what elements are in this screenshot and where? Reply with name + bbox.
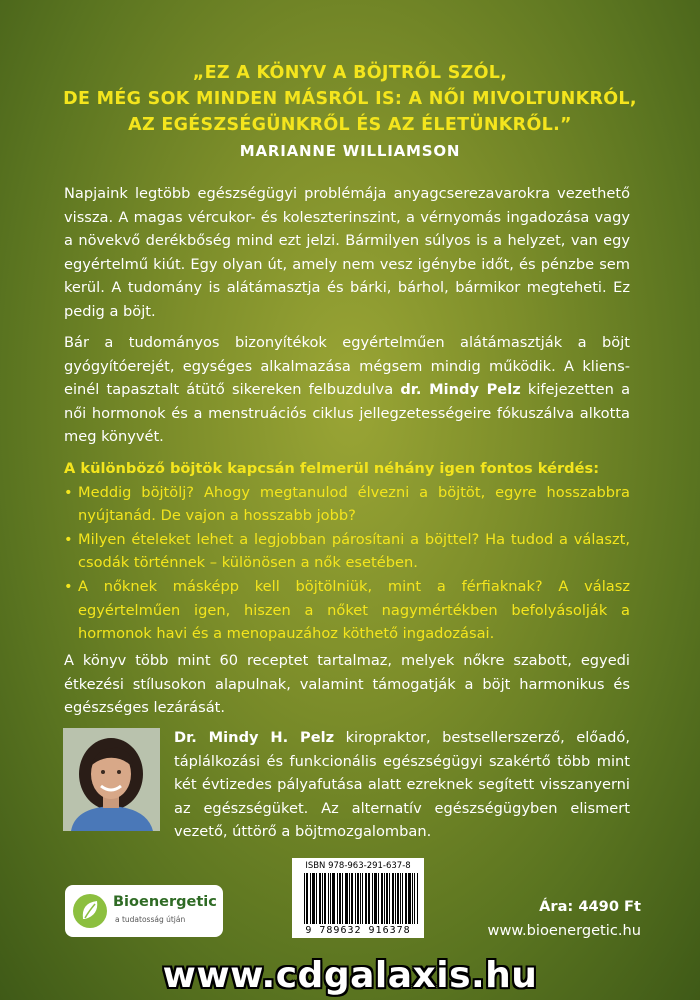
barcode-bar <box>332 873 333 924</box>
barcode-bar <box>368 873 369 924</box>
barcode-bar <box>334 873 335 924</box>
barcode-bar <box>374 873 375 924</box>
barcode-bar <box>386 873 387 924</box>
barcode-bar <box>397 873 398 924</box>
barcode-bar <box>328 873 329 924</box>
barcode-bar <box>345 873 346 924</box>
barcode-bar <box>410 873 411 924</box>
publisher-tagline: a tudatosság útján <box>115 915 186 924</box>
barcode-bar <box>304 873 305 924</box>
publisher-name: Bioenergetic <box>113 894 217 910</box>
barcode-bar <box>355 873 356 924</box>
barcode-bar <box>339 873 340 924</box>
question-item: • A nőknek másképp kell böjtölniük, mint a férfiaknak? A válasz egyértelműen igen, hiszen a nőket nagymértékben befolyásolják a hormonok havi és a menopauzához köthető ingadozásai. <box>64 575 630 646</box>
barcode-bar <box>395 873 396 924</box>
barcode-bar <box>376 873 377 924</box>
quote-line-1: „EZ A KÖNYV A BÖJTRŐL SZÓL, <box>192 63 508 83</box>
barcode-bar <box>372 873 373 924</box>
author-photo <box>63 728 160 831</box>
barcode-bar <box>417 873 418 924</box>
cover-quote <box>30 60 670 138</box>
barcode-bar <box>333 873 334 924</box>
barcode-bar <box>357 873 358 924</box>
quote-line-3: AZ EGÉSZSÉGÜNKRŐL ÉS AZ ÉLETÜNKRŐL.” <box>128 115 572 135</box>
bio-text: kiropraktor, bestsellerszerző, előadó, táplálkozási és funkcionális egészségügyi szakértő több mint két évtizedes pályafutása alatt ezreknek segített visszanyerni az egészségüket. Az alternatív egészségügyben elismert vezető, úttörő a böjtmozgalomban. <box>174 729 630 841</box>
barcode-bar <box>322 873 323 924</box>
barcode-bar <box>342 873 343 924</box>
book-price: Ára: 4490 Ft <box>539 898 641 915</box>
publisher-website: www.bioenergetic.hu <box>487 922 641 939</box>
intro-paragraph: Napjaink legtöbb egészségügyi problémája anyagcserezavarokra vezethető vissza. A magas vércukor- és koleszterinszint, a vérnyomás ingadozása vagy a növekvő derékbőség mind ezt jelzi. Bármilyen súlyos is a helyzet, van egy egyértelmű kiút. Egy olyan út, amely nem vesz igénybe időt, és pénzbe sem kerül. A tudomány is alátámasztja és bárki, bárhol, bármikor megteheti. Ez pedig a böjt. <box>64 185 630 320</box>
barcode-bar <box>312 873 313 924</box>
barcode-bar <box>352 873 353 924</box>
barcode-bar <box>360 873 361 924</box>
publisher-logo <box>65 885 223 937</box>
barcode-digits: 9 789632 916378 <box>305 925 411 936</box>
barcode-bar <box>324 873 325 924</box>
author-intro-paragraph <box>64 331 630 449</box>
recipes-paragraph: A könyv több mint 60 receptet tartalmaz, melyek nőkre szabott, egyedi étkezési stílusokon alapulnak, valamint támogatják a böjt harmonikus és egészséges lezárását. <box>64 652 630 717</box>
barcode-bar <box>375 873 376 924</box>
barcode-bar <box>347 873 348 924</box>
paragraph-text-before: Bár a tudományos bizonyítékok egyértelműen alátámasztják a böjt gyógyítóerejét, egységes alkalmazása mégsem mindig működik. A klienseinél tapasztalt átütő sikereken felbuzdulva <box>64 334 630 399</box>
barcode-bar <box>402 873 403 924</box>
barcode-bar <box>381 873 382 924</box>
author-portrait-icon <box>63 728 160 831</box>
barcode-bar <box>369 873 370 924</box>
barcode-bar <box>398 873 399 924</box>
barcode-bar <box>307 873 308 924</box>
bio-author-name: Dr. Mindy H. Pelz <box>174 729 335 746</box>
barcode-bar <box>325 873 326 924</box>
barcode-bar <box>346 873 347 924</box>
barcode-bar <box>382 873 383 924</box>
questions-list <box>64 481 630 646</box>
barcode-bar <box>358 873 359 924</box>
barcode-bar <box>405 873 406 924</box>
barcode-bar <box>314 873 315 924</box>
barcode-bar <box>365 873 366 924</box>
bioenergetic-leaf-icon <box>71 891 109 931</box>
barcode-bar <box>330 873 331 924</box>
barcode-bar <box>378 873 379 924</box>
barcode-bar <box>316 873 317 924</box>
barcode-bar <box>393 873 394 924</box>
barcode-bar <box>340 873 341 924</box>
barcode-bar <box>389 873 390 924</box>
barcode-bar <box>409 873 410 924</box>
barcode-bar <box>306 873 307 924</box>
author-bio <box>174 726 630 844</box>
barcode-bar <box>384 873 385 924</box>
barcode-bar <box>310 873 311 924</box>
barcode-bar <box>313 873 314 924</box>
barcode-bar <box>412 873 413 924</box>
barcode-bar <box>337 873 338 924</box>
barcode-bar <box>362 873 363 924</box>
quote-line-2: DE MÉG SOK MINDEN MÁSRÓL IS: A NŐI MIVOLTUNKRÓL, <box>63 89 637 109</box>
barcode-bar <box>408 873 409 924</box>
author-name-highlight: dr. Mindy Pelz <box>400 381 521 399</box>
barcode-bar <box>406 873 407 924</box>
barcode-bar <box>414 873 415 924</box>
isbn-barcode <box>292 858 424 938</box>
barcode-bar <box>351 873 352 924</box>
barcode-bar <box>366 873 367 924</box>
barcode-bar <box>392 873 393 924</box>
barcode-bar <box>319 873 320 924</box>
barcode-bar <box>349 873 350 924</box>
barcode-bar <box>387 873 388 924</box>
questions-section <box>64 457 630 646</box>
quote-author: MARIANNE WILLIAMSON <box>239 142 461 160</box>
paragraph-text-after: kifejezetten a női hormonok és a menstruációs ciklus jellegzetességeire fókuszálva alkotta meg könyvét. <box>64 381 631 446</box>
barcode-bar <box>320 873 321 924</box>
question-item: • Milyen ételeket lehet a legjobban párosítani a böjttel? Ha tudod a választ, csodák történnek – különösen a nők esetében. <box>64 528 630 575</box>
isbn-number: ISBN 978-963-291-637-8 <box>305 861 411 871</box>
watermark: www.cdgalaxis.hu <box>162 955 538 996</box>
questions-heading: A különböző böjtök kapcsán felmerül néhány igen fontos kérdés: <box>64 460 600 477</box>
question-item: • Meddig böjtölj? Ahogy megtanulod élvezni a böjtöt, egyre hosszabbra nyújtanád. De vajon a hosszabb jobb? <box>64 481 630 528</box>
barcode-bar <box>400 873 401 924</box>
